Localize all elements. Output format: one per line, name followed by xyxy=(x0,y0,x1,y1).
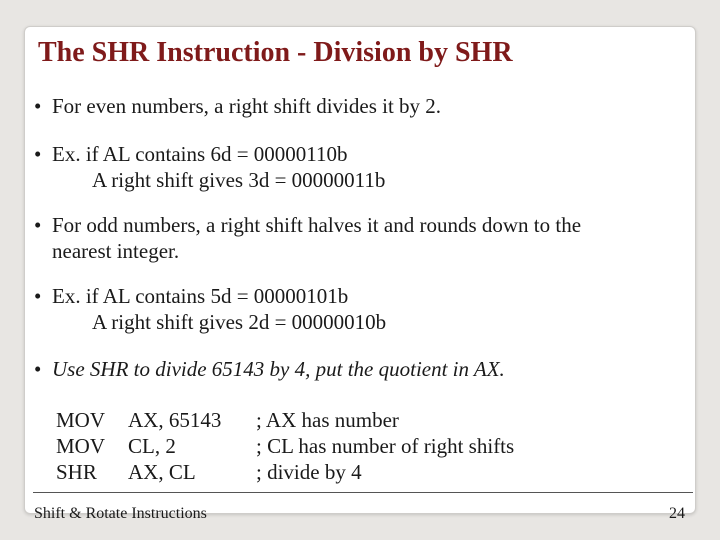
bullet-example-even xyxy=(34,141,385,193)
code-opcode: MOV xyxy=(56,434,106,458)
code-comment: ; AX has number xyxy=(256,408,399,432)
code-line xyxy=(56,433,514,459)
bullet-text: Ex. if AL contains 6d = 00000110b xyxy=(52,142,348,166)
bullet-odd-numbers xyxy=(34,212,581,264)
code-opcode: SHR xyxy=(56,460,97,484)
bullet-dot: • xyxy=(34,94,42,118)
bullet-dot: • xyxy=(34,213,42,237)
bullet-text: For odd numbers, a right shift halves it and rounds down to the xyxy=(52,213,582,237)
bullet-continuation: nearest integer. xyxy=(52,239,180,263)
slide-title: The SHR Instruction - Division by SHR xyxy=(38,37,513,68)
bullet-dot: • xyxy=(34,142,42,166)
bullet-even-numbers xyxy=(34,93,441,119)
code-comment: ; CL has number of right shifts xyxy=(256,434,515,458)
footer-course-title: Shift & Rotate Instructions xyxy=(34,505,207,522)
footer-divider xyxy=(33,492,693,493)
slide xyxy=(24,26,696,522)
bullet-subline: A right shift gives 2d = 00000010b xyxy=(92,310,387,334)
code-operands: AX, 65143 xyxy=(128,408,222,432)
bullet-example-odd xyxy=(34,283,386,335)
code-comment: ; divide by 4 xyxy=(256,460,362,484)
code-operands: CL, 2 xyxy=(128,434,176,458)
bullet-exercise xyxy=(34,356,505,382)
code-line xyxy=(56,459,514,485)
code-line xyxy=(56,407,514,433)
code-operands: AX, CL xyxy=(128,460,196,484)
bullet-text: For even numbers, a right shift divides it by 2. xyxy=(52,94,442,118)
bullet-text: Ex. if AL contains 5d = 00000101b xyxy=(52,284,349,308)
page-number: 24 xyxy=(669,505,685,522)
bullet-subline: A right shift gives 3d = 00000011b xyxy=(92,168,386,192)
bullet-dot: • xyxy=(34,357,42,381)
bullet-text: Use SHR to divide 65143 by 4, put the quotient in AX. xyxy=(52,357,505,381)
code-block xyxy=(56,407,514,485)
code-opcode: MOV xyxy=(56,408,106,432)
bullet-dot: • xyxy=(34,284,42,308)
